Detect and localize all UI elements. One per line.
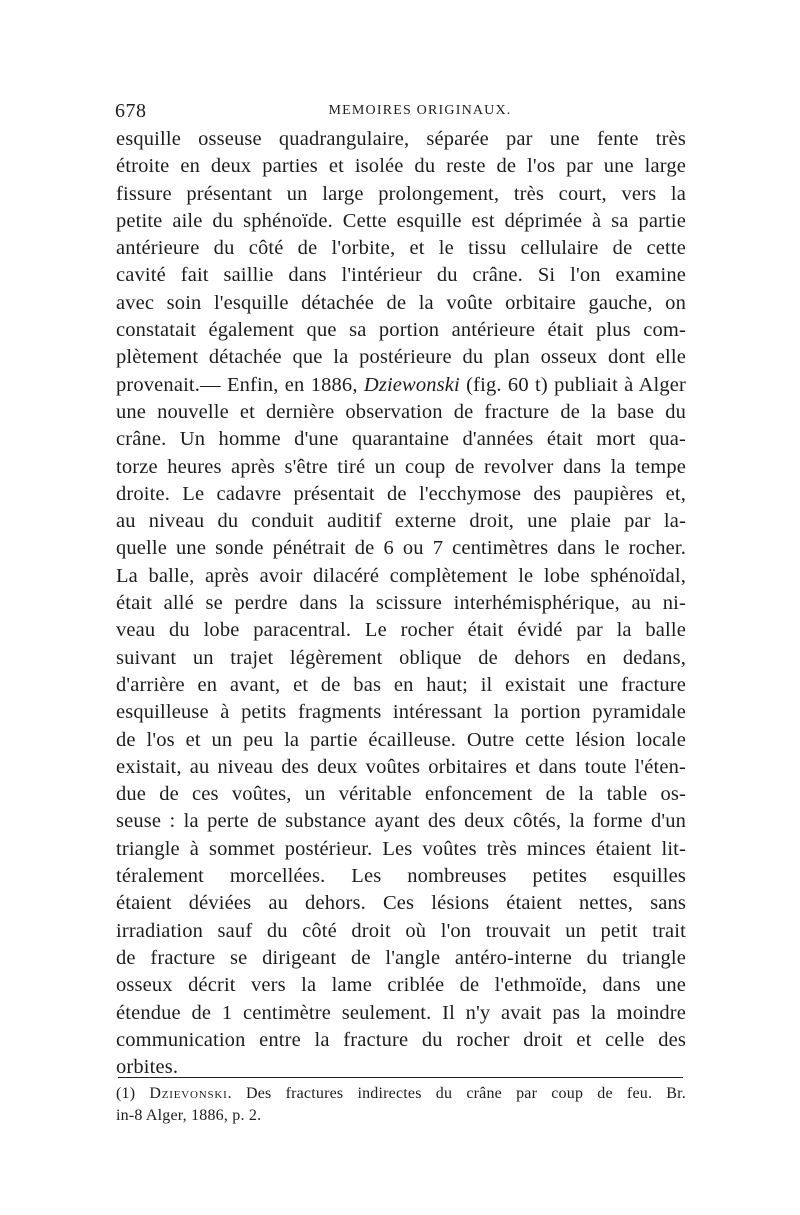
text-line: d'arrière en avant, et de bas en haut; il existait une fracture [116,673,686,696]
text-line: triangle à sommet postérieur. Les voûtes très minces étaient lit- [116,837,686,860]
text-line: petite aile du sphénoïde. Cette esquille est déprimée à sa partie [116,209,686,232]
footnote-line-1-rest: . Des fractures indirectes du crâne par coup de feu. Br. [227,1085,686,1102]
text-line: de l'os et un peu la partie écailleuse. Outre cette lésion locale [116,728,686,751]
text-line: antérieure du côté de l'orbite, et le tissu cellulaire de cette [116,237,686,260]
author-name-italic: Dziewonski [363,373,460,396]
text-line: étaient déviées au dehors. Ces lésions étaient nettes, sans [116,892,686,915]
footnote-marker: (1) [116,1085,136,1102]
text-line: La balle, après avoir dilacéré complètement le lobe sphénoïdal, [116,564,686,587]
text-line: droite. Le cadavre présentait de l'ecchymose des paupières et, [116,482,686,505]
footnote [116,1083,686,1127]
text-line: due de ces voûtes, un véritable enfoncement de la table os- [116,783,686,806]
footnote-line-1 [116,1083,686,1105]
text-line: cavité fait saillie dans l'intérieur du crâne. Si l'on examine [116,264,686,287]
text-line [116,372,686,399]
footnote-line-2: in-8 Alger, 1886, p. 2. [116,1107,262,1124]
text-line: avec soin l'esquille détachée de la voûte orbitaire gauche, on [116,291,686,314]
text-line: suivant un trajet légèrement oblique de dehors en dedans, [116,646,686,669]
page-number: 678 [115,100,147,122]
text-line: crâne. Un homme d'une quarantaine d'années était mort qua- [116,428,686,451]
running-title: MEMOIRES ORIGINAUX. [328,103,512,118]
text-line: veau du lobe paracentral. Le rocher était évidé par la balle [116,619,686,642]
text-segment: (fig. 60 t) publiait à Alger [459,373,686,396]
text-line: était allé se perdre dans la scissure interhémisphérique, au ni- [116,592,686,615]
text-line: torze heures après s'être tiré un coup de revolver dans la tempe [116,455,686,478]
text-line: irradiation sauf du côté droit où l'on trouvait un petit trait [116,919,686,942]
body-text [116,126,686,1081]
text-line: de fracture se dirigeant de l'angle antéro-interne du triangle [116,946,686,969]
text-line: une nouvelle et dernière observation de fracture de la base du [116,400,686,423]
text-line: au niveau du conduit auditif externe droit, une plaie par la- [116,510,686,533]
text-line: quelle une sonde pénétrait de 6 ou 7 centimètres dans le rocher. [116,537,686,560]
text-line: esquille osseuse quadrangulaire, séparée par une fente très [116,128,686,150]
text-line: esquilleuse à petits fragments intéressant la portion pyramidale [116,701,686,724]
text-line: osseux décrit vers la lame criblée de l'ethmoïde, dans une [116,974,686,997]
footnote-rule [118,1077,683,1078]
text-line: communication entre la fracture du rocher droit et celle des [116,1028,686,1051]
text-line: plètement détachée que la postérieure du plan osseux dont elle [116,346,686,369]
text-line: seuse : la perte de substance ayant des deux côtés, la forme d'un [116,810,686,833]
text-line: orbites. [116,1056,179,1079]
text-line: existait, au niveau des deux voûtes orbitaires et dans toute l'éten- [116,755,686,778]
text-line: fissure présentant un large prolongement, très court, vers la [116,182,686,205]
text-segment: provenait.— Enfin, en 1886, [116,373,364,396]
text-line: téralement morcellées. Les nombreuses petites esquilles [116,865,686,888]
text-line: constatait également que sa portion antérieure était plus com- [116,319,686,342]
page-header [115,100,685,126]
text-line: étroite en deux parties et isolée du reste de l'os par une large [116,155,686,178]
text-line: étendue de 1 centimètre seulement. Il n'y avait pas la moindre [116,1001,686,1024]
footnote-author: Dzievonski [149,1085,228,1102]
